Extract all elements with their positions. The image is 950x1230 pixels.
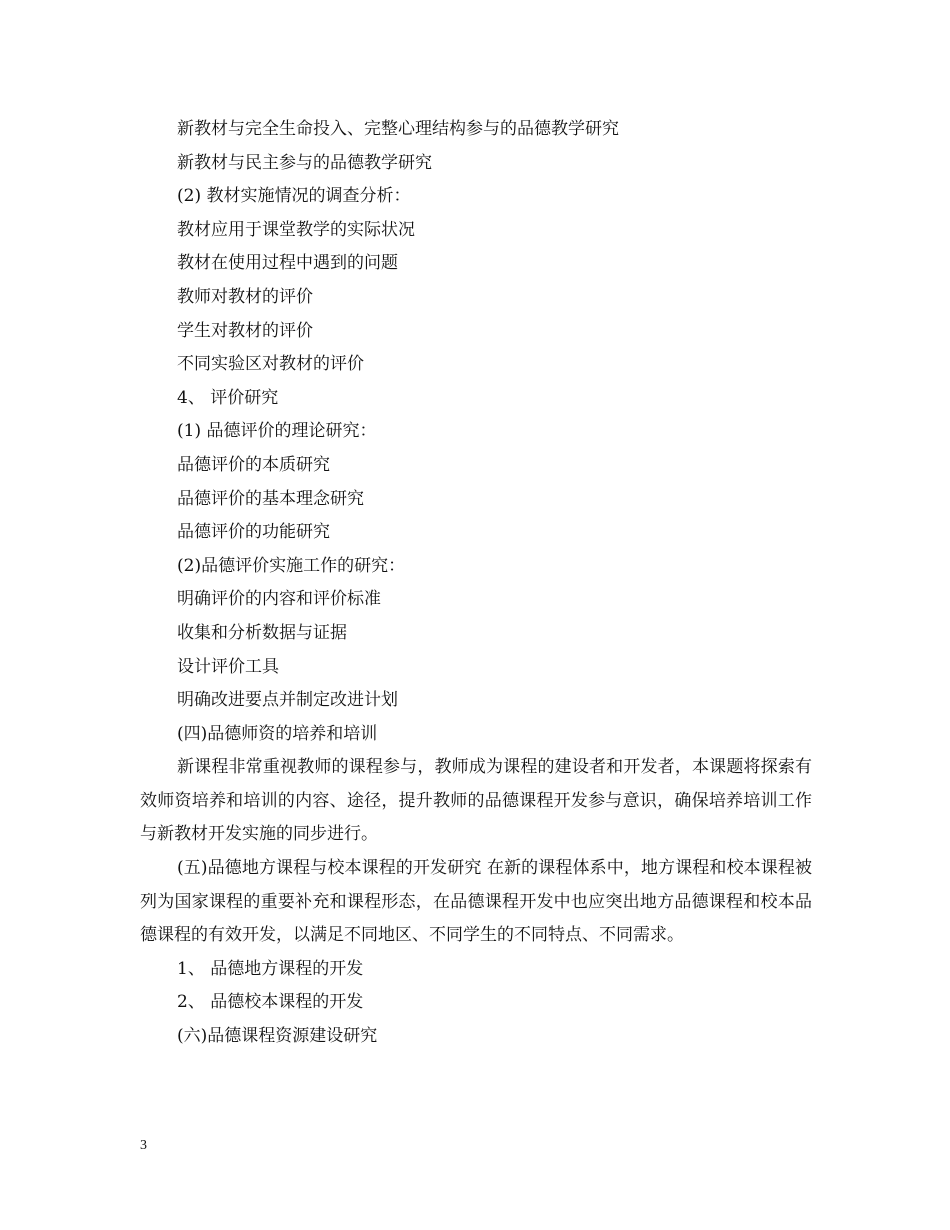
text-line: 设计评价工具 (177, 656, 279, 677)
subsection-heading: (2)品德评价实施工作的研究： (177, 555, 406, 576)
text-line: 教材在使用过程中遇到的问题 (177, 253, 398, 274)
text-line: 明确评价的内容和评价标准 (177, 589, 381, 610)
text-line: 学生对教材的评价 (177, 320, 313, 341)
page-number: 3 (140, 1138, 147, 1153)
body-paragraph: (五)品德地方课程与校本课程的开发研究 在新的课程体系中，地方课程和校本课程被列为国家课程的重要补充和课程形态，在品德课程开发中也应突出地方品德课程和校本品德课程的有效开发，以满足不同地区、不同学生的不同特点、不同需求。 (140, 858, 812, 946)
text-line: 教材应用于课堂教学的实际状况 (177, 219, 415, 240)
section-heading: 4、 评价研究 (177, 387, 279, 408)
text-line: 新教材与完全生命投入、完整心理结构参与的品德教学研究 (177, 119, 619, 139)
body-paragraph: 新课程非常重视教师的课程参与，教师成为课程的建设者和开发者，本课题将探索有效师资培养和培训的内容、途径，提升教师的品德课程开发参与意识，确保培养培训工作与新教材开发实施的同步进行。 (140, 757, 812, 845)
text-line: 收集和分析数据与证据 (177, 622, 347, 643)
section-heading: (四)品德师资的培养和培训 (177, 723, 378, 744)
page-content (140, 113, 812, 1054)
text-line: 明确改进要点并制定改进计划 (177, 690, 398, 711)
text-line: (2) 教材实施情况的调查分析： (177, 186, 411, 207)
subsection-heading: (1) 品德评价的理论研究： (177, 421, 377, 442)
text-line: 新教材与民主参与的品德教学研究 (177, 152, 432, 173)
text-line: 教师对教材的评价 (177, 286, 313, 307)
section-heading: (六)品德课程资源建设研究 (177, 1026, 378, 1047)
text-line: 不同实验区对教材的评价 (177, 354, 364, 375)
text-line: 品德评价的基本理念研究 (177, 488, 364, 509)
text-line: 品德评价的功能研究 (177, 522, 330, 543)
text-line: 2、 品德校本课程的开发 (177, 992, 364, 1013)
text-line: 品德评价的本质研究 (177, 454, 330, 475)
text-line: 1、 品德地方课程的开发 (177, 958, 364, 979)
